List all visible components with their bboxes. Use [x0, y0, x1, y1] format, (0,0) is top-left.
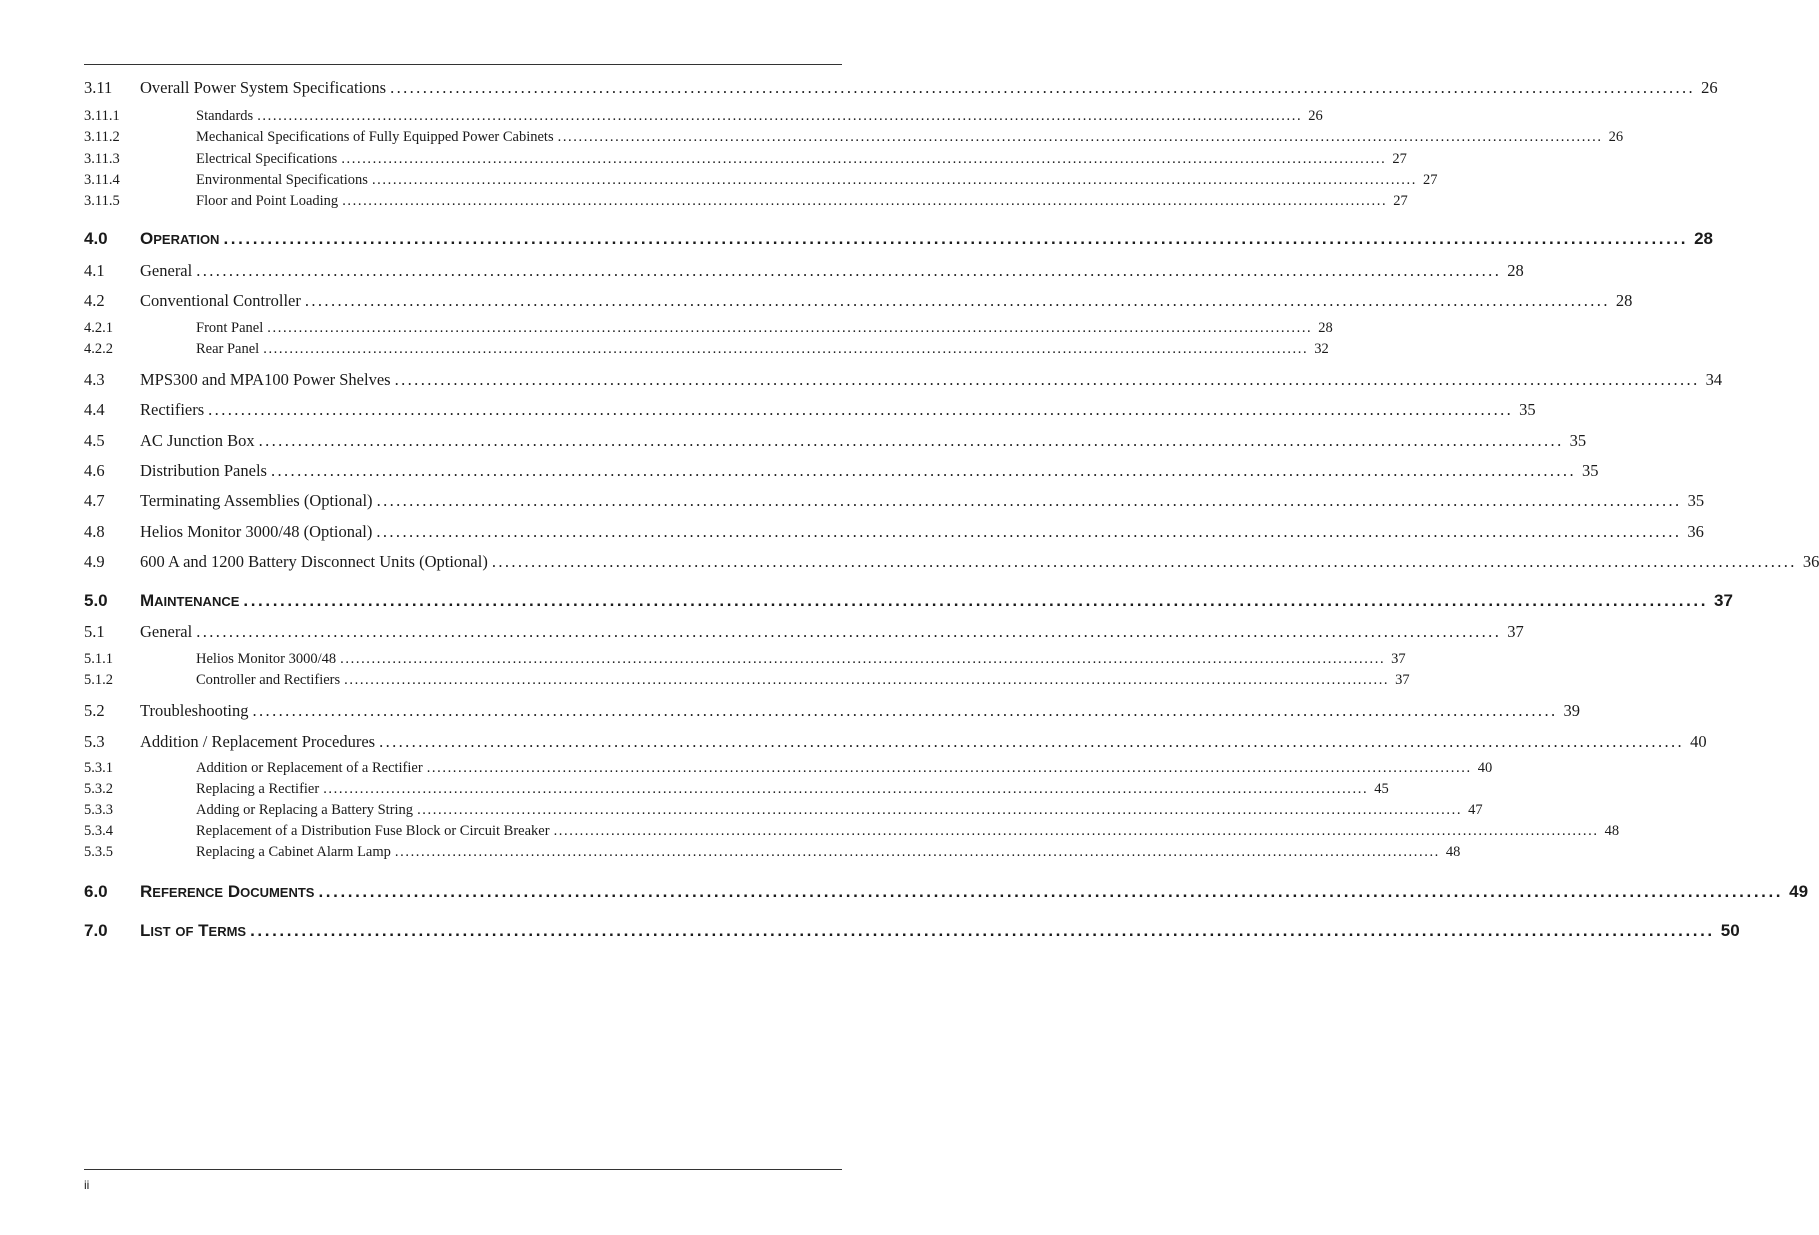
toc-entry-number: 3.11.1 [84, 108, 120, 124]
toc-entry-page: 27 [1387, 193, 1408, 210]
toc-entry-number: 4.8 [84, 522, 105, 541]
toc-entry-number: 3.11.4 [84, 172, 120, 188]
toc-subsection-entry[interactable] [84, 651, 1406, 673]
toc-chapter-entry[interactable] [84, 921, 1740, 943]
toc-entry-page: 26 [1695, 78, 1718, 98]
toc-section-entry[interactable] [84, 732, 1707, 754]
dot-leader: ........................................................................................................................................................................................................ [196, 622, 1502, 641]
toc-section-entry[interactable] [84, 261, 1524, 283]
toc-entry-number: 6.0 [84, 882, 108, 901]
toc-entry-title: Replacing a Rectifier [196, 781, 323, 798]
toc-entry-title: Adding or Replacing a Battery String [196, 802, 417, 819]
toc-entry-title: AC Junction Box [140, 431, 259, 451]
dot-leader: ........................................................................................................................................................................................................ [252, 701, 1558, 720]
toc-entry-page: 26 [1302, 108, 1323, 125]
dot-leader: ........................................................................................................................................................................................................ [263, 341, 1309, 357]
toc-subsection-entry[interactable] [84, 802, 1483, 824]
toc-entry-number: 4.2.1 [84, 320, 113, 336]
toc-subsection-entry[interactable] [84, 108, 1323, 130]
dot-leader: ........................................................................................................................................................................................................ [341, 151, 1387, 167]
toc-entry-page: 49 [1783, 882, 1808, 902]
toc-entry-title: Distribution Panels [140, 461, 271, 481]
toc-entry-title: Helios Monitor 3000/48 (Optional) [140, 522, 376, 542]
dot-leader: ........................................................................................................................................................................................................ [243, 591, 1709, 610]
dot-leader: ........................................................................................................................................................................................................ [344, 672, 1390, 688]
toc-entry-number: 3.11 [84, 78, 113, 97]
toc-entry-title: General [140, 622, 196, 642]
toc-entry-number: 4.6 [84, 461, 105, 480]
toc-entry-title: Rectifiers [140, 400, 208, 420]
toc-entry-title: MPS300 and MPA100 Power Shelves [140, 370, 395, 390]
toc-subsection-entry[interactable] [84, 341, 1329, 363]
toc-entry-page: 45 [1368, 781, 1389, 798]
toc-entry-number: 5.3 [84, 732, 105, 751]
toc-entry-number: 4.0 [84, 229, 108, 248]
toc-entry-page: 32 [1308, 341, 1329, 358]
toc-section-entry[interactable] [84, 370, 1723, 392]
toc-entry-title: Overall Power System Specifications [140, 78, 390, 98]
dot-leader: ........................................................................................................................................................................................................ [342, 193, 1388, 209]
toc-entry-page: 37 [1389, 672, 1410, 689]
toc-entry-title: Terminating Assemblies (Optional) [140, 491, 377, 511]
toc-entry-page: 47 [1462, 802, 1483, 819]
toc-entry-page: 28 [1312, 320, 1333, 337]
toc-entry-number: 4.2.2 [84, 341, 113, 357]
toc-entry-number: 5.3.3 [84, 802, 113, 818]
toc-entry-number: 5.3.4 [84, 823, 113, 839]
dot-leader: ........................................................................................................................................................................................................ [318, 882, 1784, 901]
dot-leader: ........................................................................................................................................................................................................ [376, 522, 1682, 541]
toc-entry-number: 4.2 [84, 291, 105, 310]
toc-chapter-entry[interactable] [84, 882, 1809, 904]
toc-entry-number: 5.3.2 [84, 781, 113, 797]
toc-entry-title: 600 A and 1200 Battery Disconnect Units (Optional) [140, 552, 492, 572]
toc-entry-title: Replacement of a Distribution Fuse Block or Circuit Breaker [196, 823, 554, 840]
toc-entry-page: 28 [1610, 291, 1633, 311]
toc-entry-number: 4.3 [84, 370, 105, 389]
toc-entry-page: 36 [1681, 522, 1704, 542]
toc-entry-number: 4.1 [84, 261, 105, 280]
toc-entry-page: 48 [1440, 844, 1461, 861]
toc-chapter-entry[interactable] [84, 591, 1733, 613]
toc-entry-title: Front Panel [196, 320, 267, 337]
footer-page-number: ii [84, 1178, 90, 1192]
toc-entry-title: LIST OF TERMS [140, 921, 250, 941]
toc-entry-number: 7.0 [84, 921, 108, 940]
toc-entry-page: 27 [1417, 172, 1438, 189]
toc-section-entry[interactable] [84, 400, 1536, 422]
toc-entry-number: 5.3.1 [84, 760, 113, 776]
toc-entry-page: 34 [1700, 370, 1723, 390]
toc-entry-title: Electrical Specifications [196, 151, 341, 168]
toc-section-entry[interactable] [84, 461, 1599, 483]
toc-subsection-entry[interactable] [84, 781, 1389, 803]
toc-entry-page: 28 [1688, 229, 1713, 249]
toc-section-entry[interactable] [84, 491, 1705, 513]
dot-leader: ........................................................................................................................................................................................................ [258, 431, 1564, 450]
toc-entry-number: 4.5 [84, 431, 105, 450]
toc-section-entry[interactable] [84, 622, 1524, 644]
dot-leader: ........................................................................................................................................................................................................ [417, 802, 1463, 818]
footer-rule [84, 1169, 842, 1170]
header-rule [84, 64, 842, 65]
toc-entry-page: 35 [1576, 461, 1599, 481]
toc-entry-number: 4.7 [84, 491, 105, 510]
toc-entry-title: Conventional Controller [140, 291, 305, 311]
dot-leader: ........................................................................................................................................................................................................ [208, 400, 1514, 419]
toc-subsection-entry[interactable] [84, 672, 1410, 694]
toc-entry-number: 5.2 [84, 701, 105, 720]
toc-entry-title: Floor and Point Loading [196, 193, 342, 210]
dot-leader: ........................................................................................................................................................................................................ [304, 291, 1610, 310]
toc-entry-page: 35 [1682, 491, 1705, 511]
dot-leader: ........................................................................................................................................................................................................ [426, 760, 1472, 776]
toc-entry-page: 37 [1708, 591, 1733, 611]
dot-leader: ........................................................................................................................................................................................................ [557, 129, 1603, 145]
dot-leader: ........................................................................................................................................................................................................ [394, 370, 1700, 389]
dot-leader: ........................................................................................................................................................................................................ [553, 823, 1599, 839]
toc-entry-page: 48 [1599, 823, 1620, 840]
toc-entry-title: Troubleshooting [140, 701, 253, 721]
toc-section-entry[interactable] [84, 522, 1704, 544]
toc-entry-number: 4.9 [84, 552, 105, 571]
toc-entry-number: 3.11.5 [84, 193, 120, 209]
dot-leader: ........................................................................................................................................................................................................ [323, 781, 1369, 797]
toc-entry-number: 5.1.2 [84, 672, 113, 688]
dot-leader: ........................................................................................................................................................................................................ [390, 78, 1696, 97]
toc-entry-page: 40 [1472, 760, 1493, 777]
toc-subsection-entry[interactable] [84, 172, 1438, 194]
toc-entry-number: 5.1.1 [84, 651, 113, 667]
dot-leader: ........................................................................................................................................................................................................ [491, 552, 1797, 571]
toc-entry-title: Mechanical Specifications of Fully Equipped Power Cabinets [196, 129, 558, 146]
toc-entry-title: Environmental Specifications [196, 172, 372, 189]
toc-entry-page: 40 [1684, 732, 1707, 752]
toc-subsection-entry[interactable] [84, 320, 1333, 342]
toc-entry-title: Controller and Rectifiers [196, 672, 344, 689]
toc-entry-number: 3.11.3 [84, 151, 120, 167]
toc-entry-page: 50 [1715, 921, 1740, 941]
dot-leader: ........................................................................................................................................................................................................ [250, 921, 1715, 940]
dot-leader: ........................................................................................................................................................................................................ [379, 732, 1685, 751]
dot-leader: ........................................................................................................................................................................................................ [340, 651, 1386, 667]
toc-entry-title: Rear Panel [196, 341, 263, 358]
toc-entry-page: 36 [1797, 552, 1819, 572]
dot-leader: ........................................................................................................................................................................................................ [223, 229, 1689, 248]
toc-entry-title: Standards [196, 108, 257, 125]
dot-leader: ........................................................................................................................................................................................................ [257, 108, 1303, 124]
toc-entry-title: Helios Monitor 3000/48 [196, 651, 340, 668]
toc-entry-page: 37 [1501, 622, 1524, 642]
toc-entry-number: 5.3.5 [84, 844, 113, 860]
toc-subsection-entry[interactable] [84, 760, 1493, 782]
toc-entry-title: OPERATION [140, 229, 223, 249]
toc-entry-page: 35 [1513, 400, 1536, 420]
toc-section-entry[interactable] [84, 552, 1819, 574]
dot-leader: ........................................................................................................................................................................................................ [394, 844, 1440, 860]
toc-entry-title: REFERENCE DOCUMENTS [140, 882, 318, 902]
toc-entry-number: 5.1 [84, 622, 105, 641]
toc-subsection-entry[interactable] [84, 151, 1407, 173]
toc-entry-title: MAINTENANCE [140, 591, 243, 611]
toc-entry-title: Addition or Replacement of a Rectifier [196, 760, 427, 777]
dot-leader: ........................................................................................................................................................................................................ [371, 172, 1417, 188]
toc-subsection-entry[interactable] [84, 823, 1620, 845]
toc-entry-number: 5.0 [84, 591, 108, 610]
toc-entry-page: 39 [1558, 701, 1581, 721]
toc-section-entry[interactable] [84, 78, 1718, 100]
dot-leader: ........................................................................................................................................................................................................ [376, 491, 1682, 510]
toc-entry-page: 26 [1603, 129, 1624, 146]
toc-section-entry[interactable] [84, 701, 1580, 723]
toc-entry-page: 27 [1386, 151, 1407, 168]
toc-entry-title: Addition / Replacement Procedures [140, 732, 379, 752]
dot-leader: ........................................................................................................................................................................................................ [196, 261, 1502, 280]
toc-subsection-entry[interactable] [84, 193, 1408, 215]
toc-section-entry[interactable] [84, 291, 1633, 313]
toc-section-entry[interactable] [84, 431, 1587, 453]
toc-entry-number: 4.4 [84, 400, 105, 419]
toc-entry-title: Replacing a Cabinet Alarm Lamp [196, 844, 395, 861]
toc-entry-number: 3.11.2 [84, 129, 120, 145]
toc-subsection-entry[interactable] [84, 129, 1624, 151]
dot-leader: ........................................................................................................................................................................................................ [267, 320, 1313, 336]
toc-entry-page: 35 [1564, 431, 1587, 451]
toc-entry-title: General [140, 261, 196, 281]
toc-entry-page: 28 [1501, 261, 1524, 281]
toc-chapter-entry[interactable] [84, 229, 1714, 251]
toc-subsection-entry[interactable] [84, 844, 1461, 866]
dot-leader: ........................................................................................................................................................................................................ [270, 461, 1576, 480]
toc-entry-page: 37 [1385, 651, 1406, 668]
